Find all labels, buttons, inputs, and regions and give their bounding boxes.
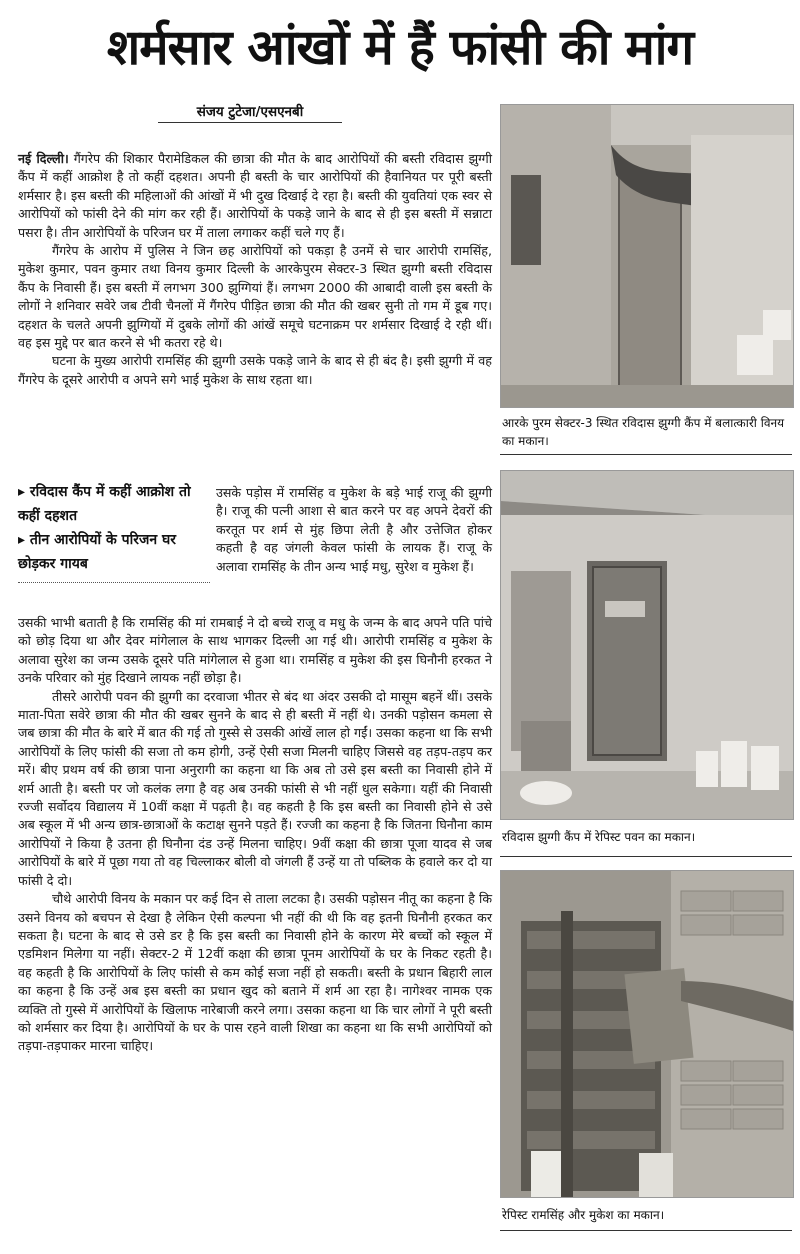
- article-paragraph-3c: उसकी भाभी बताती है कि रामसिंह की मां रामबाई ने दो बच्चे राजू व मधु के जन्म के बाद अपने पति पांचे को छोड़ दिया था और देवर मांगेलाल के साथ भागकर दिल्ली आ गई थी। आरोपी रामसिंह व मुकेश के अलावा सुरेश का जन्म उसके दूसरे पति मांगेलाल से हुआ था। रामसिंह व मुकेश की इस घिनौनी हरकत ने उनके परिवार को मुंह दिखाने लायक नहीं छोड़ा है।: [18, 615, 492, 686]
- photo-pawan-house: [500, 470, 794, 820]
- article-column-bottom: [18, 614, 492, 1056]
- byline-rule: [158, 122, 342, 123]
- dateline: नई दिल्ली।: [18, 151, 69, 166]
- highlight-rule: [18, 582, 210, 583]
- article-paragraph-5: चौथे आरोपी विनय के मकान पर कई दिन से ताला लटका है। उसकी पड़ोसन नीतू का कहना है कि उसने विनय को बचपन से देखा है लेकिन ऐसी कल्पना भी नहीं की थी कि वह इतनी घिनौनी हरकत कर सकता है। घटना के बाद से उसे डर है कि इस बस्ती का निवासी होने के कारण मेरे बच्चों को स्कूल में एडमिशन मिलेगा या नहीं। सेक्टर-2 में 12वीं कक्षा की छात्रा पूनम आरोपियों के घर के निकट रहती है। वह कहती है कि आरोपियों के लिए फांसी से कम कोई सजा नहीं हो सकती। बस्ती के प्रधान बिहारी लाल का कहना है कि उन्हें अब इस बस्ती का प्रधान खुद को बताने में शर्म आ रहा है। नागेश्वर नामक एक व्यक्ति तो गुस्से में आरोपियों के खिलाफ नारेबाजी करने लगा। उसका कहना था कि चार लोगों ने पूरी बस्ती को शर्मसार कर दिया है। आरोपियों के घर के पास रहने वाली शिखा का कहना था कि सभी आरोपियों को तड़पा-तड़पाकर मारना चाहिए।: [18, 891, 492, 1054]
- caption-photo-3: रेपिस्ट रामसिंह और मुकेश का मकान।: [502, 1208, 665, 1222]
- highlight-box: [18, 480, 210, 583]
- highlight-item: ▸ तीन आरोपियों के परिजन घर छोड़कर गायब: [18, 532, 176, 572]
- caption-rule-2: [500, 856, 792, 857]
- paragraph-1-text: गैंगरेप की शिकार पैरामेडिकल की छात्रा की मौत के बाद आरोपियों की बस्ती रविदास झुग्गी कैंप में कहीं आक्रोश है तो कहीं दहशत। अपनी ही बस्ती के चार आरोपियों की हैवानियत पर पूरी बस्ती शर्मसार है। इस बस्ती की महिलाओं की आंखों में भी दुख दिखाई दे रहा है। बस्ती की युवतियां एक स्वर से आरोपियों को फांसी देने की मांग कर रही हैं। आरोपियों के पकड़े जाने के बाद से ही इस बस्ती में सन्नाटा पसरा है। तीन आरोपियों के परिजन घर में ताला लगाकर कहीं चले गए हैं।: [18, 151, 492, 240]
- highlight-item: ▸ रविदास कैंप में कहीं आक्रोश तो कहीं दहशत: [18, 484, 191, 524]
- photo-vinay-house: [500, 104, 794, 408]
- article-paragraph-4: तीसरे आरोपी पवन की झुग्गी का दरवाजा भीतर से बंद था अंदर उसकी दो मासूम बहनें थीं। उसके माता-पिता सवेरे छात्रा की मौत की खबर सुनने के बाद से ही बस्ती में नहीं थे। उनकी पड़ोसन कमला से जब छात्रा की मौत के बारे में बात की गई तो गुस्से से उसकी आंखें लाल हो गईं। उसका कहना था कि सभी आरोपियों के लिए फांसी की सजा तो कम होगी, उन्हें ऐसी सजा मिलनी चाहिए जिससे वह तड़प-तड़प कर मरें। बीए प्रथम वर्ष की छात्रा पाना अनुरागी का कहना था कि अब तो उसे इस बस्ती का निवासी होने में शर्म आती है। बस्ती पर जो कलंक लगा है वह अब उनकी फांसी से भी नहीं धुल सकेगा। यहीं की निवासी रज्जी सर्वोदय विद्यालय में 10वीं कक्षा में पढ़ती है। वह कहती है कि इस बस्ती का निवासी होने से उसे अब स्कूल में भी अन्य छात्र-छात्राओं के कटाक्ष सुनने पड़ते हैं। रज्जी का कहना है कि जितना घिनौना काम आरोपियों ने किया है उतना ही घिनौना दंड उन्हें मिलना चाहिए। 9वीं कक्षा की छात्रा पूजा यादव से जब आरोपियों के बारे में पूछा गया तो वह चिल्लाकर बोली वो जंगली हैं उन्हें या तो पब्लिक के हवाले कर दो या फांसी दे दो।: [18, 688, 492, 888]
- article-paragraph-3a: घटना के मुख्य आरोपी रामसिंह की झुग्गी उसके पकड़े जाने के बाद से ही बंद है। इसी झुग्गी में वह गैंगरेप के दूसरे आरोपी व अपने सगे भाई मुकेश के साथ रहता था।: [18, 353, 492, 387]
- caption-photo-2: रविदास झुग्गी कैंप में रेपिस्ट पवन का मकान।: [502, 830, 696, 844]
- article-paragraph-1: [18, 150, 492, 242]
- headline: शर्मसार आंखों में हैं फांसी की मांग: [106, 19, 694, 76]
- caption-photo-1: आरके पुरम सेक्टर-3 स्थित रविदास झुग्गी कैंप में बलात्कारी विनय का मकान।: [502, 416, 785, 448]
- article-column-top: [18, 150, 492, 389]
- caption-rule-1: [500, 454, 792, 455]
- byline: संजय टुटेजा/एसएनबी: [196, 104, 304, 120]
- article-paragraph-2: गैंगरेप के आरोप में पुलिस ने जिन छह आरोपियों को पकड़ा है उनमें से चार आरोपी रामसिंह, मुकेश कुमार, पवन कुमार तथा विनय कुमार दिल्ली के आरकेपुरम सेक्टर-3 स्थित झुग्गी बस्ती रविदास कैंप के निवासी हैं। इस बस्ती में लगभग 300 झुग्गियां हैं। लगभग 2000 की आबादी वाली इस बस्ती के लोगों ने शनिवार सवेरे जब टीवी चैनलों में गैंगरेप पीड़ित छात्रा की मौत की खबर सुनी तो गम में डूब गए। दहशत के चलते अपनी झुग्गियों में दुबके लोगों की आंखें समूचे घटनाक्रम पर शर्मसार दिखाई दे रही थीं। वह इस मुद्दे पर बात करने से भी कतरा रहे थे।: [18, 243, 492, 351]
- article-column-narrow: [216, 484, 492, 576]
- article-paragraph-3b: उसके पड़ोस में रामसिंह व मुकेश के बड़े भाई राजू की झुग्गी है। राजू की पत्नी आशा से बात करने पर वह अपने देवरों की करतूत पर शर्म से मुंह छिपा लेती है और उत्तेजित होकर कहती है वह जंगली केवल फांसी के लायक हैं। राजू के अलावा रामसिंह के तीन अन्य भाई मधु, सुरेश व मुकेश हैं।: [216, 485, 492, 574]
- photo-ramsingh-house: [500, 870, 794, 1198]
- caption-rule-3: [500, 1230, 792, 1231]
